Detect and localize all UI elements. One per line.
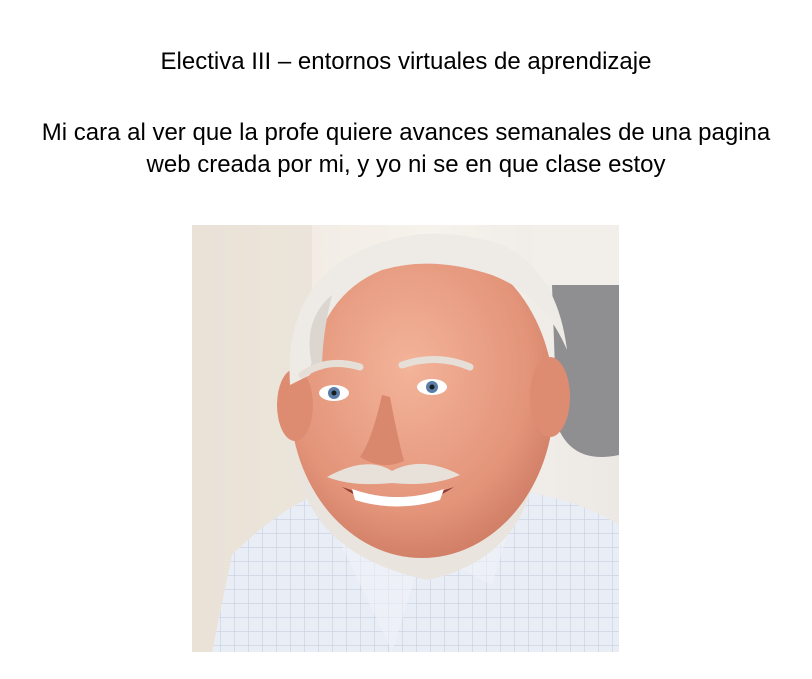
caption-line-1: Mi cara al ver que la profe quiere avances semanales de una pagina — [41, 119, 771, 146]
meme-photo — [192, 225, 619, 652]
caption-line-2: web creada por mi, y yo ni se en que clase estoy — [146, 151, 666, 178]
meme-caption — [0, 117, 812, 181]
slide-title: Electiva III – entornos virtuales de aprendizaje — [160, 48, 652, 75]
